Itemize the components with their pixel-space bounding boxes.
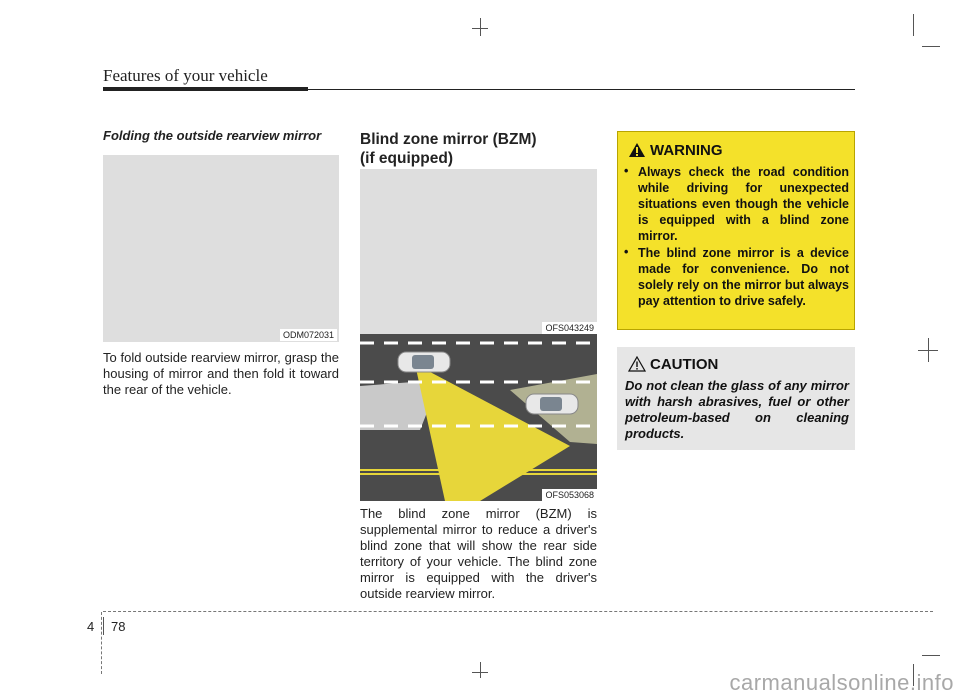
bzm-heading-line1: Blind zone mirror (BZM) (360, 131, 537, 148)
blind-zone-road-figure (360, 334, 597, 501)
bzm-heading-line2: (if equipped) (360, 150, 453, 167)
chapter-number: 4 (87, 619, 95, 634)
figure-code: ODM072031 (280, 329, 337, 341)
crop-mark-top-right (913, 14, 914, 36)
folding-mirror-figure (103, 155, 339, 342)
header-accent-bar (103, 87, 308, 91)
watermark: carmanualsonline.info (729, 670, 954, 695)
warning-item-2: The blind zone mirror is a device made for convenience. Do not solely rely on the mirror but always pay attention to drive safely. (638, 246, 849, 308)
crop-mark-bottom-right-h (922, 655, 940, 656)
crop-mark-bottom (480, 662, 481, 678)
section-heading-folding-mirror: Folding the outside rearview mirror (103, 128, 322, 143)
footer-rule (103, 611, 933, 612)
page-header-title: Features of your vehicle (103, 66, 268, 85)
caution-title: CAUTION (650, 356, 719, 373)
road-illustration (360, 334, 597, 501)
footer-divider (103, 617, 104, 635)
car-driver (398, 352, 450, 372)
crop-mark-bottom-bar (472, 672, 488, 673)
bzm-mirror-figure (360, 169, 597, 334)
car-blind-zone (526, 394, 578, 414)
folding-mirror-paragraph: To fold outside rearview mirror, grasp the housing of mirror and then fold it toward the rear of the vehicle. (103, 350, 339, 397)
bzm-paragraph: The blind zone mirror (BZM) is supplemental mirror to reduce a driver's blind zone that will show the rear side territory of your vehicle. The blind zone mirror is equipped with the driver's outside rearview mirror. (360, 506, 597, 601)
page-number: 78 (111, 619, 126, 634)
warning-triangle-icon (628, 142, 646, 158)
warning-item-1: Always check the road condition while driving for unexpected situations even though the vehicle is equipped with a blind zone mirror. (638, 165, 849, 243)
crop-mark-top-bar (472, 28, 488, 29)
crop-mark-bottom-left (101, 612, 102, 674)
crop-mark-top (480, 18, 481, 36)
figure-code: OFS043249 (542, 322, 597, 334)
warning-title: WARNING (650, 142, 723, 159)
crop-mark-right-bar (918, 350, 938, 351)
figure-code: OFS053068 (542, 489, 597, 501)
caution-triangle-icon (628, 356, 646, 372)
bullet-icon: • (624, 245, 629, 259)
caution-text: Do not clean the glass of any mirror with harsh abrasives, fuel or other petroleum-based on cleaning products. (625, 378, 849, 441)
bullet-icon: • (624, 164, 629, 178)
crop-mark-top-right-h (922, 46, 940, 47)
section-heading-bzm (360, 130, 537, 168)
